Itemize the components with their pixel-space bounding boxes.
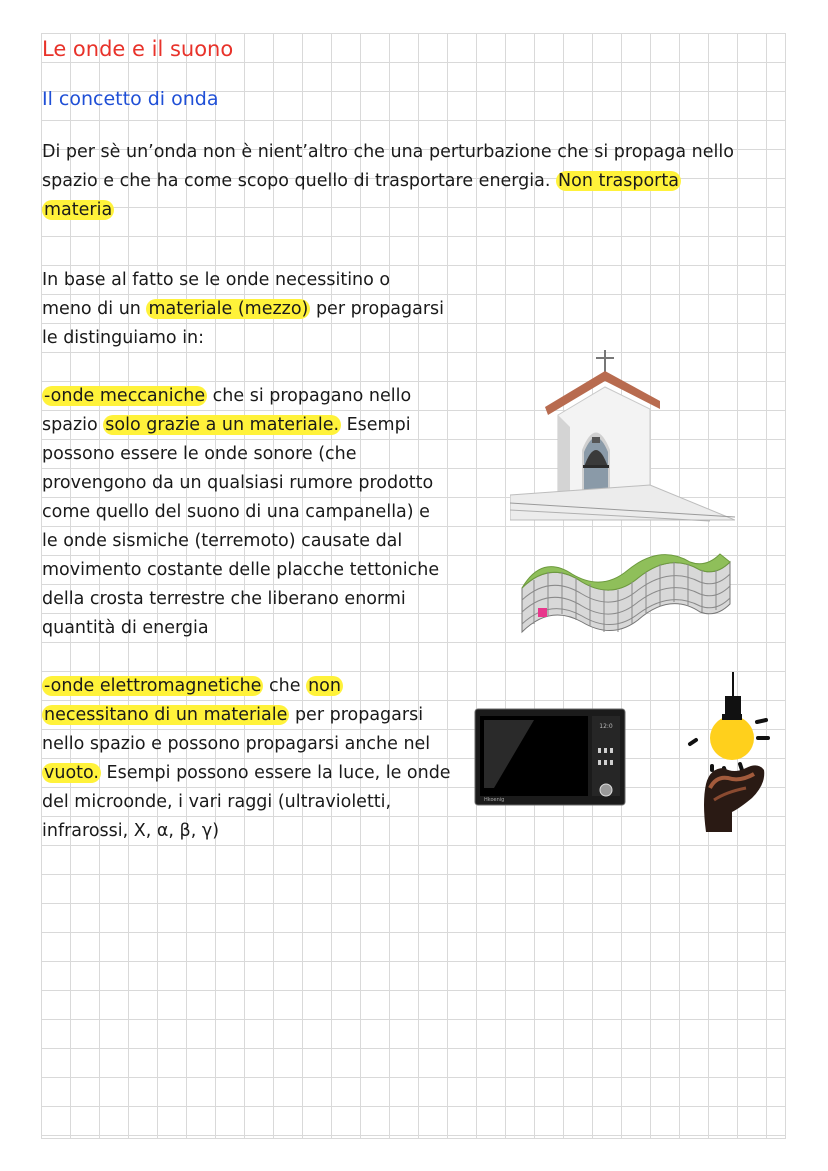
highlight: non [308,676,341,696]
seismic-wave-image [520,548,732,652]
microwave-display: 12:0 [599,723,613,730]
highlight: -onde elettromagnetiche [44,676,262,696]
intro-line-3 [42,196,114,225]
em-line-3: nello spazio e possono propagarsi anche nel [42,734,431,754]
highlight: materia [44,200,113,220]
highlight: materiale (mezzo) [148,299,309,319]
base-line-3: le distinguiamo in: [42,328,205,348]
page-title: Le onde e il suono [42,37,234,61]
bell-tower-image [510,345,735,525]
em-line-5: del microonde, i vari raggi (ultravioletti, [42,792,392,812]
base-line-1: In base al fatto se le onde necessitino o [42,270,391,290]
section-subtitle: Il concetto di onda [42,88,219,110]
mech-line-5: come quello del suono di una campanella) e [42,502,430,522]
mech-line-1: -onde meccaniche che si propagano nello [44,386,412,406]
em-line-1: -onde elettromagnetiche che non [44,676,341,696]
highlight: Non trasporta [558,171,679,191]
mech-line-7: movimento costante delle placche tettoniche [42,560,440,580]
mech-line-9: quantità di energia [42,618,209,638]
light-bulb-image [680,672,780,832]
em-line-6: infrarossi, X, α, β, γ) [42,821,220,841]
base-line-2: meno di un materiale (mezzo) per propagarsi [42,299,445,319]
microwave-image [474,708,626,806]
intro-line-1: Di per sè un’onda non è nient’altro che una perturbazione che si propaga nello [42,142,734,162]
highlight: solo grazie a un materiale. [105,415,340,435]
em-line-4: vuoto. Esempi possono essere la luce, le onde [44,763,451,783]
em-line-2: necessitano di un materiale per propagarsi [44,705,424,725]
mech-line-3: possono essere le onde sonore (che [42,444,357,464]
mech-line-2: spazio solo grazie a un materiale. Esempi [42,415,411,435]
microwave-brand: Hkoenig [484,797,505,803]
highlight: necessitano di un materiale [44,705,288,725]
highlight: vuoto. [44,763,99,783]
intro-line-2: spazio e che ha come scopo quello di trasportare energia. Non trasporta [42,171,679,191]
highlight: -onde meccaniche [44,386,206,406]
mech-line-8: della crosta terrestre che liberano enormi [42,589,406,609]
mech-line-4: provengono da un qualsiasi rumore prodotto [42,473,434,493]
mech-line-6: le onde sismiche (terremoto) causate dal [42,531,403,551]
